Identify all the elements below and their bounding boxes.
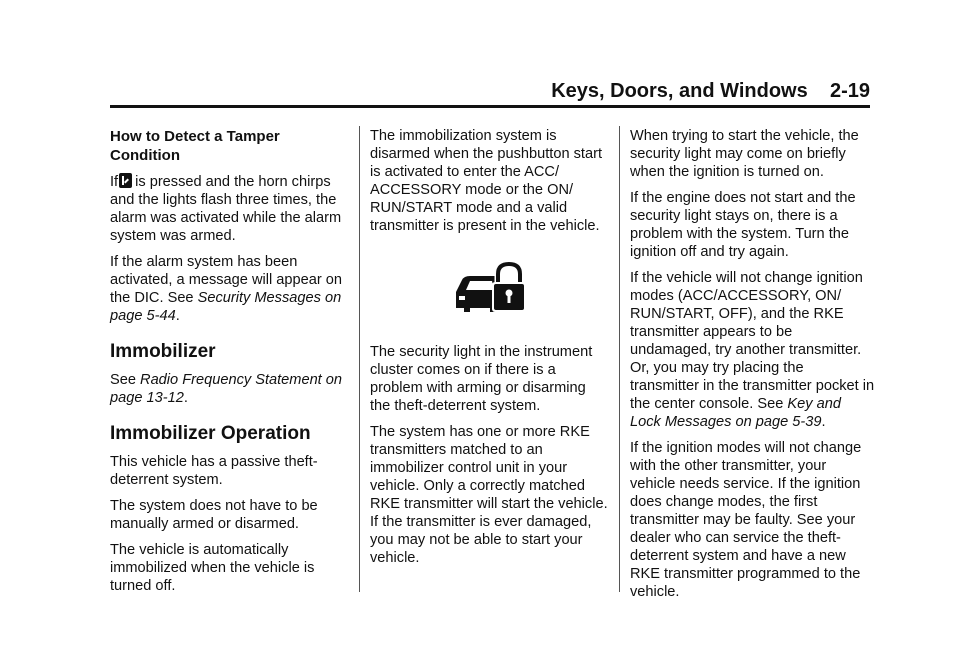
page-number: 2-19 [829,80,870,102]
immobilizer-paragraph [110,371,350,407]
rke-transmitter-paragraph: The system has one or more RKE transmitters matched to an immobilizer control unit in your vehicle. Only a correctly matched RKE transmitter will start the vehicle. If the transmitter is ever damaged, you may not be able to start your vehicle. [370,424,608,566]
header-rule [110,105,870,108]
column-1 [110,127,350,603]
radio-frequency-reference: Radio Frequency Statement on page 13-12 [110,372,343,406]
tamper-p2-text: If the alarm system has been activated, a message will appear on the DIC. See [110,254,343,306]
engine-not-start-paragraph: If the engine does not start and the security light stays on, there is a problem with the system. Turn the ignition off and try again. [630,190,856,260]
disarm-paragraph: The immobilization system is disarmed when the pushbutton start is activated to enter the ACC/ ACCESSORY mode or the ON/ RUN/START mode and a valid transmitter is present in the vehicle. [370,128,603,234]
column-2 [370,127,610,575]
column-divider [359,126,360,592]
ignition-modes-paragraph [630,269,875,431]
tamper-paragraph-2 [110,253,350,325]
security-light-paragraph: The security light in the instrument cluster comes on if there is a problem with arming or disarming the theft-deterrent system. [370,344,593,414]
column-divider [619,126,620,592]
security-messages-reference: Security Messages on page 5-44 [110,290,342,324]
operation-paragraph-1: This vehicle has a passive theft-deterrent system. [110,454,318,488]
security-light-figure [370,243,610,333]
service-paragraph: If the ignition modes will not change with the other transmitter, your vehicle needs service. If the ignition does change modes, the first transmitter may be faulty. See your dealer who can service the theft-deterrent system and have a new RKE transmitter programmed to the vehicle. [630,440,862,600]
immobilizer-p-text: See [110,372,141,388]
key-fob-icon [119,173,132,188]
section-title: Keys, Doors, and Windows [551,80,808,102]
immobilizer-p-text: . [183,390,188,406]
operation-paragraph-3: The vehicle is automatically immobilized when the vehicle is turned off. [110,542,315,594]
immobilizer-heading: Immobilizer [110,341,216,362]
page-header [110,80,870,108]
vehicle-security-lock-icon [450,260,530,316]
start-security-light-paragraph: When trying to start the vehicle, the security light may come on briefly when the ignition is turned on. [630,128,859,180]
tamper-heading: How to Detect a Tamper Condition [110,128,280,164]
tamper-p2-text: . [175,308,180,324]
ignition-modes-text: . [821,414,826,430]
tamper-paragraph-1 [110,173,350,245]
operation-paragraph-2: The system does not have to be manually armed or disarmed. [110,498,318,532]
ignition-modes-text: If the vehicle will not change ignition modes (ACC/ACCESSORY, ON/ RUN/START, OFF), and the RKE transmitter appears to be undamaged, try another transmitter. Or, you may try placing the transmitter in the transmitter pocket in the center console. See [630,270,875,412]
column-3 [630,127,875,609]
tamper-p1-text: is pressed and the horn chirps and the lights flash three times, the alarm was activated while the alarm system was armed. [110,174,342,244]
key-lock-messages-reference: Key and Lock Messages on page 5-39 [630,396,841,430]
header-title [551,80,870,103]
immobilizer-operation-heading: Immobilizer Operation [110,423,311,444]
tamper-p1-text: If [110,174,119,190]
